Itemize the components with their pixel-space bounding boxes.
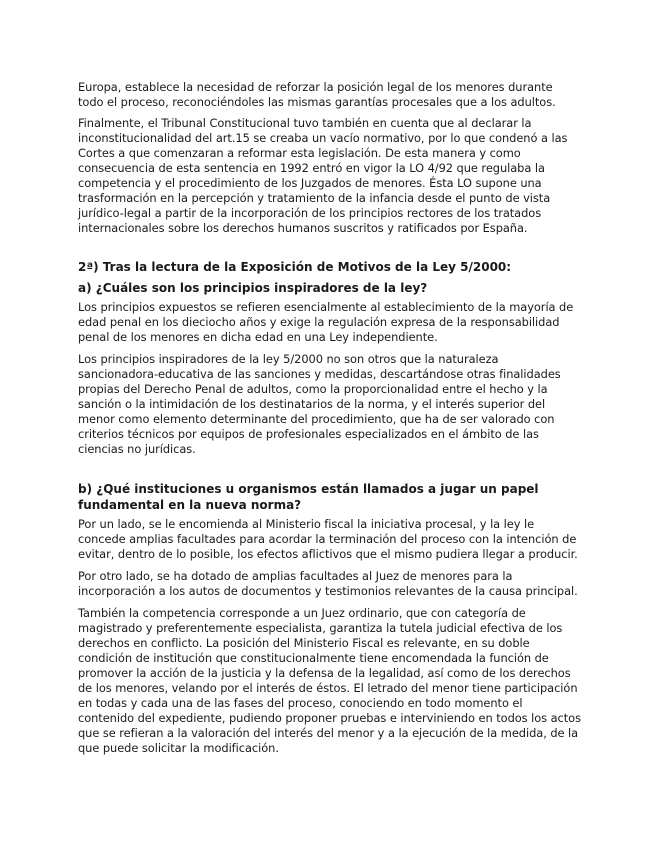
answer-a-paragraph-1: Los principios expuestos se refieren esencialmente al establecimiento de la mayoría de edad penal en los dieciocho años y exige la regulación expresa de la responsabilidad penal de los menores en dicha edad en una Ley independiente. (78, 300, 574, 344)
question-a-heading: a) ¿Cuáles son los principios inspiradores de la ley? (78, 281, 428, 295)
answer-b-paragraph-2: Por otro lado, se ha dotado de amplias facultades al Juez de menores para la incorporación a los autos de documentos y testimonios relevantes de la causa principal. (78, 569, 578, 598)
answer-a-paragraph-2: Los principios inspiradores de la ley 5/2000 no son otros que la naturaleza sancionadora-educativa de las sanciones y medidas, descartándose otras finalidades propias del Derecho Penal de adultos, como la proporcionalidad entre el hecho y la sanción o la intimidación de los destinatarios de la norma, y el interés superior del menor como elemento determinante del procedimiento, que ha de ser valorado con criterios técnicos por equipos de profesionales especializados en el ámbito de las ciencias no jurídicas. (78, 352, 561, 456)
intro-paragraph-1: Europa, establece la necesidad de reforzar la posición legal de los menores durante todo el proceso, reconociéndoles las mismas garantías procesales que a los adultos. (78, 80, 556, 109)
intro-paragraph-2: Finalmente, el Tribunal Constitucional tuvo también en cuenta que al declarar la inconstitucionalidad del art.15 se creaba un vacío normativo, por lo que condenó a las Cortes a que comenzaran a reformar esta legislación. De esta manera y como consecuencia de esta sentencia en 1992 entró en vigor la LO 4/92 que regulaba la competencia y el procedimiento de los Juzgados de menores. Ésta LO supone una trasformación en la percepción y tratamiento de la infancia desde el punto de vista jurídico-legal a partir de la incorporación de los principios rectores de los tratados internacionales sobre los derechos humanos suscritos y ratificados por España. (78, 116, 568, 235)
question-b-heading: b) ¿Qué instituciones u organismos están llamados a jugar un papel fundamental en la nueva norma? (78, 482, 539, 512)
answer-b-paragraph-3: También la competencia corresponde a un Juez ordinario, que con categoría de magistrado y preferentemente especialista, garantiza la tutela judicial efectiva de los derechos en conflicto. La posición del Ministerio Fiscal es relevante, en su doble condición de institución que constitucionalmente tiene encomendada la función de promover la acción de la justicia y la defensa de la legalidad, así como de los derechos de los menores, velando por el interés de éstos. El letrado del menor tiene participación en todas y cada una de las fases del proceso, conociendo en todo momento el contenido del expediente, pudiendo proponer pruebas e interviniendo en todos los actos que se refieran a la valoración del interés del menor y a la ejecución de la medida, de la que puede solicitar la modificación. (78, 606, 581, 755)
question-2-heading: 2ª) Tras la lectura de la Exposición de Motivos de la Ley 5/2000: (78, 260, 512, 274)
answer-b-paragraph-1: Por un lado, se le encomienda al Ministerio fiscal la iniciativa procesal, y la ley le concede amplias facultades para acordar la terminación del proceso con la intención de evitar, dentro de lo posible, los efectos aflictivos que el mismo pudiera llegar a producir. (78, 517, 578, 561)
document-page (78, 80, 581, 756)
